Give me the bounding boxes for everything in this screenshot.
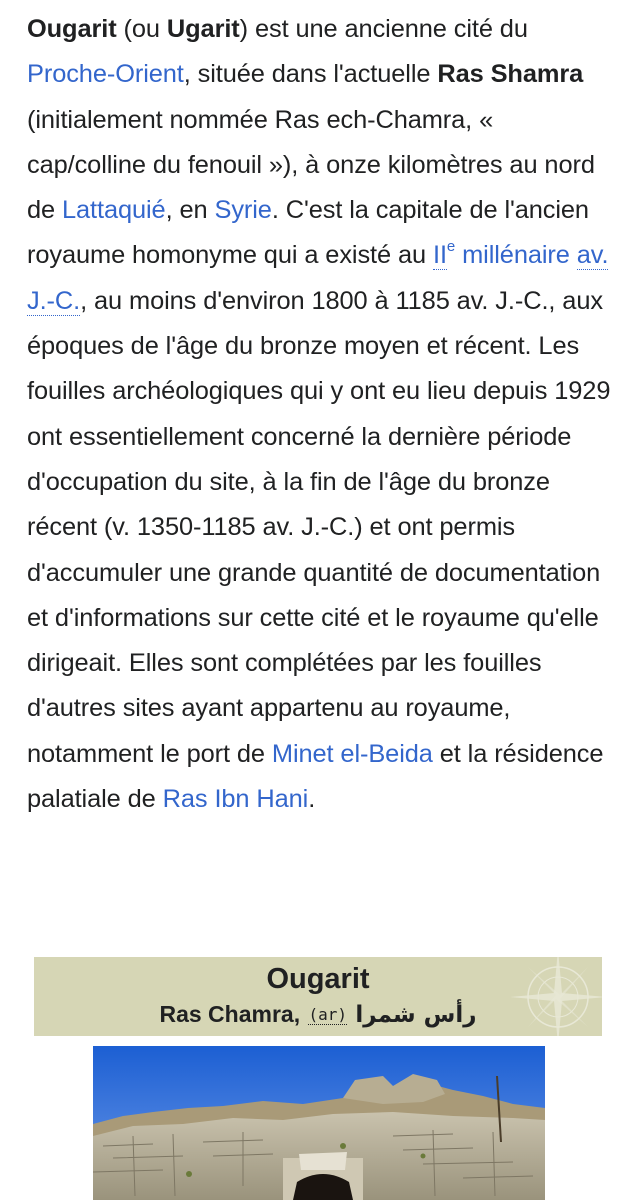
article-name-ougarit: Ougarit: [27, 15, 117, 43]
link-millenaire-word[interactable]: millénaire: [455, 241, 570, 270]
article-text-segment: , au moins d'environ 1800 à 1185 av. J.-C., aux époques de l'âge du bronze moyen et récent. Les fouilles archéologiques qui y ont eu lieu depuis 1929 ont essentiellement concerné la dernière période d'occupation du site, à la fin de l'âge du bronze récent (v. 1350-1185 av. J.-C.) et ont permis d'accumuler une grande quantité de documentation et d'informations sur cette cité et le royaume qu'elle dirigeait. Elles sont complétées par les fouilles d'autres sites ayant appartenu au royaume, notamment le port de: [27, 286, 611, 768]
article-text-segment: . C'est la capitale de l'ancien royaume homonyme qui a existé au: [27, 196, 589, 270]
site-photo[interactable]: [93, 1046, 545, 1200]
article-name-ras-shamra: Ras Shamra: [437, 60, 584, 89]
article-text-segment: [570, 241, 577, 269]
article-text-segment: ) est une ancienne cité du: [239, 15, 528, 43]
article-text-segment: et la résidence palatiale de: [27, 739, 604, 814]
link-iie-millenaire[interactable]: [433, 238, 570, 270]
article-name-ugarit: Ugarit: [166, 15, 240, 43]
link-proche-orient[interactable]: Proche-Orient: [27, 60, 184, 89]
link-lattaquie[interactable]: Lattaquié: [62, 196, 166, 225]
article-text-segment: .: [308, 785, 316, 814]
link-syrie[interactable]: Syrie: [214, 196, 272, 225]
link-millenaire-sup[interactable]: e: [446, 238, 456, 256]
infobox-subtitle: [34, 999, 602, 1032]
article-text-segment: (initialement nommée Ras ech-Chamra, « cap/colline du fenouil »), à onze kilomètres au nord de: [27, 105, 595, 225]
ruins-photo-image: [93, 1046, 545, 1200]
article-intro-paragraph: [27, 7, 617, 822]
infobox-subtitle-arabic: رأس شمرا: [355, 1002, 477, 1028]
infobox-header: [34, 957, 602, 1036]
arabic-language-tag[interactable]: (ar): [308, 1005, 348, 1024]
link-ras-ibn-hani[interactable]: Ras Ibn Hani: [162, 785, 309, 814]
infobox-subtitle-latin: Ras Chamra,: [159, 1001, 301, 1027]
infobox-title: Ougarit: [266, 963, 370, 995]
article-text-segment: , en: [165, 196, 215, 225]
link-millenaire-roman[interactable]: II: [433, 241, 447, 270]
link-minet-el-beida[interactable]: Minet el-Beida: [271, 739, 433, 768]
article-text-segment: (ou: [116, 15, 167, 43]
link-av-jc[interactable]: av. J.-C.: [27, 241, 609, 315]
article-text-segment: , située dans l'actuelle: [183, 60, 438, 89]
